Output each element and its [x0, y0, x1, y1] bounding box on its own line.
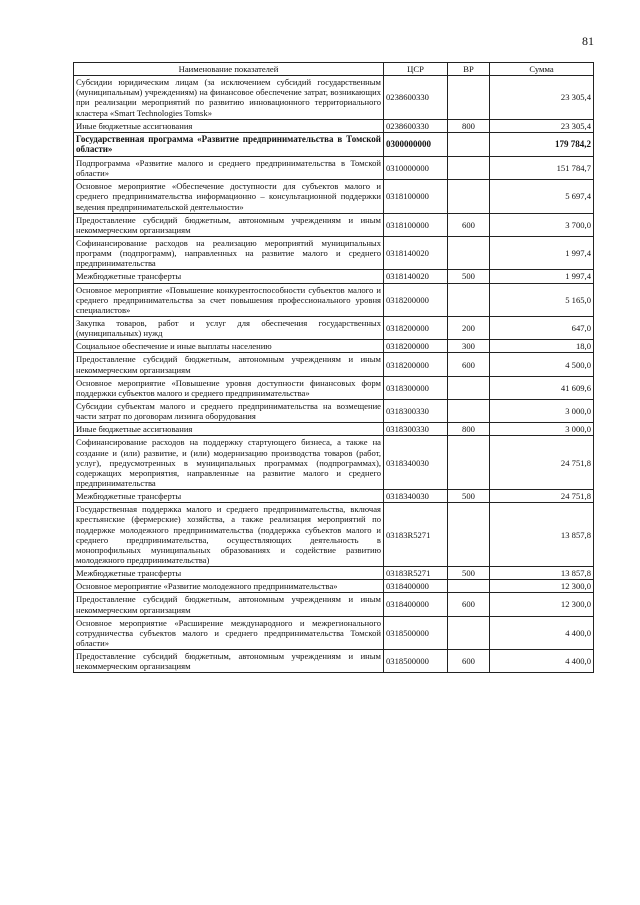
row-vr-cell: [448, 237, 490, 270]
table-row: [74, 213, 594, 236]
table-header-row: [74, 63, 594, 76]
row-name-cell: Основное мероприятие «Развитие молодежного предпринимательства»: [74, 580, 384, 593]
table-row: [74, 270, 594, 283]
row-vr-cell: 300: [448, 340, 490, 353]
table-row: [74, 180, 594, 213]
row-vr-cell: 200: [448, 317, 490, 340]
row-sum-cell: 13 857,8: [490, 503, 594, 567]
row-sum-cell: 41 609,6: [490, 376, 594, 399]
row-csr-cell: 0318300330: [384, 423, 448, 436]
row-name-cell: Предоставление субсидий бюджетным, автономным учреждениям и иным некоммерческим организациям: [74, 353, 384, 376]
table-row: [74, 283, 594, 316]
row-csr-cell: 03183R5271: [384, 503, 448, 567]
row-sum-cell: 18,0: [490, 340, 594, 353]
row-sum-cell: 3 000,0: [490, 423, 594, 436]
row-csr-cell: 0310000000: [384, 157, 448, 180]
table-row: [74, 317, 594, 340]
row-csr-cell: 0318500000: [384, 616, 448, 649]
table-row: [74, 503, 594, 567]
header-sum: Сумма: [490, 63, 594, 76]
row-csr-cell: 0318300330: [384, 400, 448, 423]
table-row: [74, 650, 594, 673]
row-name-cell: Межбюджетные трансферты: [74, 270, 384, 283]
row-csr-cell: 03183R5271: [384, 567, 448, 580]
row-name-cell: Предоставление субсидий бюджетным, автономным учреждениям и иным некоммерческим организациям: [74, 213, 384, 236]
row-csr-cell: 0300000000: [384, 132, 448, 156]
table-row: [74, 616, 594, 649]
header-vr: ВР: [448, 63, 490, 76]
row-vr-cell: [448, 132, 490, 156]
row-sum-cell: 5 697,4: [490, 180, 594, 213]
row-vr-cell: [448, 400, 490, 423]
row-name-cell: Софинансирование расходов на поддержку стартующего бизнеса, а также на создание и (или) развитие, и (или) модернизацию производства товаров (работ, услуг), предусмотренных в муниципальных программах (подпрограммах), содержащих мероприятия, направленные на развитие малого и среднего предпринимательства: [74, 436, 384, 490]
table-row: [74, 400, 594, 423]
row-vr-cell: 600: [448, 593, 490, 616]
row-vr-cell: 500: [448, 270, 490, 283]
row-name-cell: Основное мероприятие «Повышение уровня доступности финансовых форм поддержки субъектов малого и среднего предпринимательства»: [74, 376, 384, 399]
row-csr-cell: 0238600330: [384, 119, 448, 132]
row-sum-cell: 4 400,0: [490, 616, 594, 649]
table-row: [74, 157, 594, 180]
row-csr-cell: 0318400000: [384, 580, 448, 593]
table-row: [74, 76, 594, 120]
table-row: [74, 436, 594, 490]
page-number: 81: [582, 34, 594, 48]
row-vr-cell: [448, 76, 490, 120]
row-sum-cell: 12 300,0: [490, 593, 594, 616]
row-csr-cell: 0318100000: [384, 180, 448, 213]
row-vr-cell: [448, 283, 490, 316]
row-csr-cell: 0318140020: [384, 237, 448, 270]
row-csr-cell: 0318400000: [384, 593, 448, 616]
row-sum-cell: 3 700,0: [490, 213, 594, 236]
table-row: [74, 237, 594, 270]
row-sum-cell: 1 997,4: [490, 237, 594, 270]
row-vr-cell: 600: [448, 650, 490, 673]
row-name-cell: Субсидии юридическим лицам (за исключением субсидий государственным (муниципальным) учреждениям) на финансовое обеспечение затрат, возникающих при реализации мероприятий по развитию инновационного территориального кластера «Smart Technologies Tomsk»: [74, 76, 384, 120]
row-name-cell: Межбюджетные трансферты: [74, 567, 384, 580]
row-name-cell: Предоставление субсидий бюджетным, автономным учреждениям и иным некоммерческим организациям: [74, 650, 384, 673]
table-row: [74, 353, 594, 376]
row-name-cell: Иные бюджетные ассигнования: [74, 423, 384, 436]
row-vr-cell: 800: [448, 119, 490, 132]
row-sum-cell: 12 300,0: [490, 580, 594, 593]
row-sum-cell: 4 500,0: [490, 353, 594, 376]
table-row: [74, 423, 594, 436]
row-name-cell: Основное мероприятие «Повышение конкурентоспособности субъектов малого и среднего предпринимательства за счет повышения профессионального уровня специалистов»: [74, 283, 384, 316]
row-csr-cell: 0318340030: [384, 436, 448, 490]
row-vr-cell: 500: [448, 490, 490, 503]
row-name-cell: Закупка товаров, работ и услуг для обеспечения государственных (муниципальных) нужд: [74, 317, 384, 340]
row-csr-cell: 0318200000: [384, 283, 448, 316]
row-name-cell: Подпрограмма «Развитие малого и среднего предпринимательства в Томской области»: [74, 157, 384, 180]
row-name-cell: Государственная поддержка малого и среднего предпринимательства, включая крестьянские (фермерские) хозяйства, а также реализация мероприятий по поддержке молодежного предпринимательства (поддержка субъектов малого и среднего предпринимательства, осуществляющих деятельность в монопрофильных муниципальных образованиях и содействие развитию молодежного предпринимательства): [74, 503, 384, 567]
budget-table: [73, 62, 594, 673]
row-csr-cell: 0318500000: [384, 650, 448, 673]
row-csr-cell: 0318200000: [384, 340, 448, 353]
row-name-cell: Субсидии субъектам малого и среднего предпринимательства на возмещение части затрат по договорам лизинга оборудования: [74, 400, 384, 423]
table-row: [74, 593, 594, 616]
row-name-cell: Социальное обеспечение и иные выплаты населению: [74, 340, 384, 353]
row-sum-cell: 3 000,0: [490, 400, 594, 423]
row-vr-cell: 800: [448, 423, 490, 436]
row-csr-cell: 0318200000: [384, 353, 448, 376]
row-sum-cell: 4 400,0: [490, 650, 594, 673]
table-row: [74, 376, 594, 399]
row-sum-cell: 647,0: [490, 317, 594, 340]
table-row: [74, 567, 594, 580]
row-csr-cell: 0318340030: [384, 490, 448, 503]
table-row: [74, 490, 594, 503]
table-row: [74, 132, 594, 156]
row-csr-cell: 0318200000: [384, 317, 448, 340]
table-row: [74, 340, 594, 353]
row-vr-cell: 500: [448, 567, 490, 580]
row-sum-cell: 23 305,4: [490, 76, 594, 120]
row-name-cell: Основное мероприятие «Расширение международного и межрегионального сотрудничества субъектов малого и среднего предпринимательства Томской области»: [74, 616, 384, 649]
row-sum-cell: 151 784,7: [490, 157, 594, 180]
row-sum-cell: 179 784,2: [490, 132, 594, 156]
row-sum-cell: 1 997,4: [490, 270, 594, 283]
row-csr-cell: 0318100000: [384, 213, 448, 236]
row-name-cell: Иные бюджетные ассигнования: [74, 119, 384, 132]
row-name-cell: Государственная программа «Развитие предпринимательства в Томской области»: [74, 132, 384, 156]
row-name-cell: Основное мероприятие «Обеспечение доступности для субъектов малого и среднего предпринимательства информационно – консультационной поддержки ведения предпринимательской деятельности»: [74, 180, 384, 213]
row-vr-cell: [448, 376, 490, 399]
header-name: Наименование показателей: [74, 63, 384, 76]
row-vr-cell: [448, 503, 490, 567]
row-vr-cell: 600: [448, 213, 490, 236]
row-sum-cell: 24 751,8: [490, 490, 594, 503]
row-sum-cell: 13 857,8: [490, 567, 594, 580]
row-sum-cell: 23 305,4: [490, 119, 594, 132]
table-body: [74, 76, 594, 673]
row-sum-cell: 24 751,8: [490, 436, 594, 490]
row-name-cell: Софинансирование расходов на реализацию мероприятий муниципальных программ (подпрограмм), направленных на развитие малого и среднего предпринимательства: [74, 237, 384, 270]
row-vr-cell: [448, 157, 490, 180]
row-vr-cell: [448, 436, 490, 490]
row-vr-cell: 600: [448, 353, 490, 376]
table-row: [74, 119, 594, 132]
row-csr-cell: 0318140020: [384, 270, 448, 283]
row-vr-cell: [448, 580, 490, 593]
row-csr-cell: 0318300000: [384, 376, 448, 399]
row-name-cell: Межбюджетные трансферты: [74, 490, 384, 503]
row-csr-cell: 0238600330: [384, 76, 448, 120]
row-vr-cell: [448, 616, 490, 649]
row-name-cell: Предоставление субсидий бюджетным, автономным учреждениям и иным некоммерческим организациям: [74, 593, 384, 616]
table-row: [74, 580, 594, 593]
header-csr: ЦСР: [384, 63, 448, 76]
row-sum-cell: 5 165,0: [490, 283, 594, 316]
row-vr-cell: [448, 180, 490, 213]
